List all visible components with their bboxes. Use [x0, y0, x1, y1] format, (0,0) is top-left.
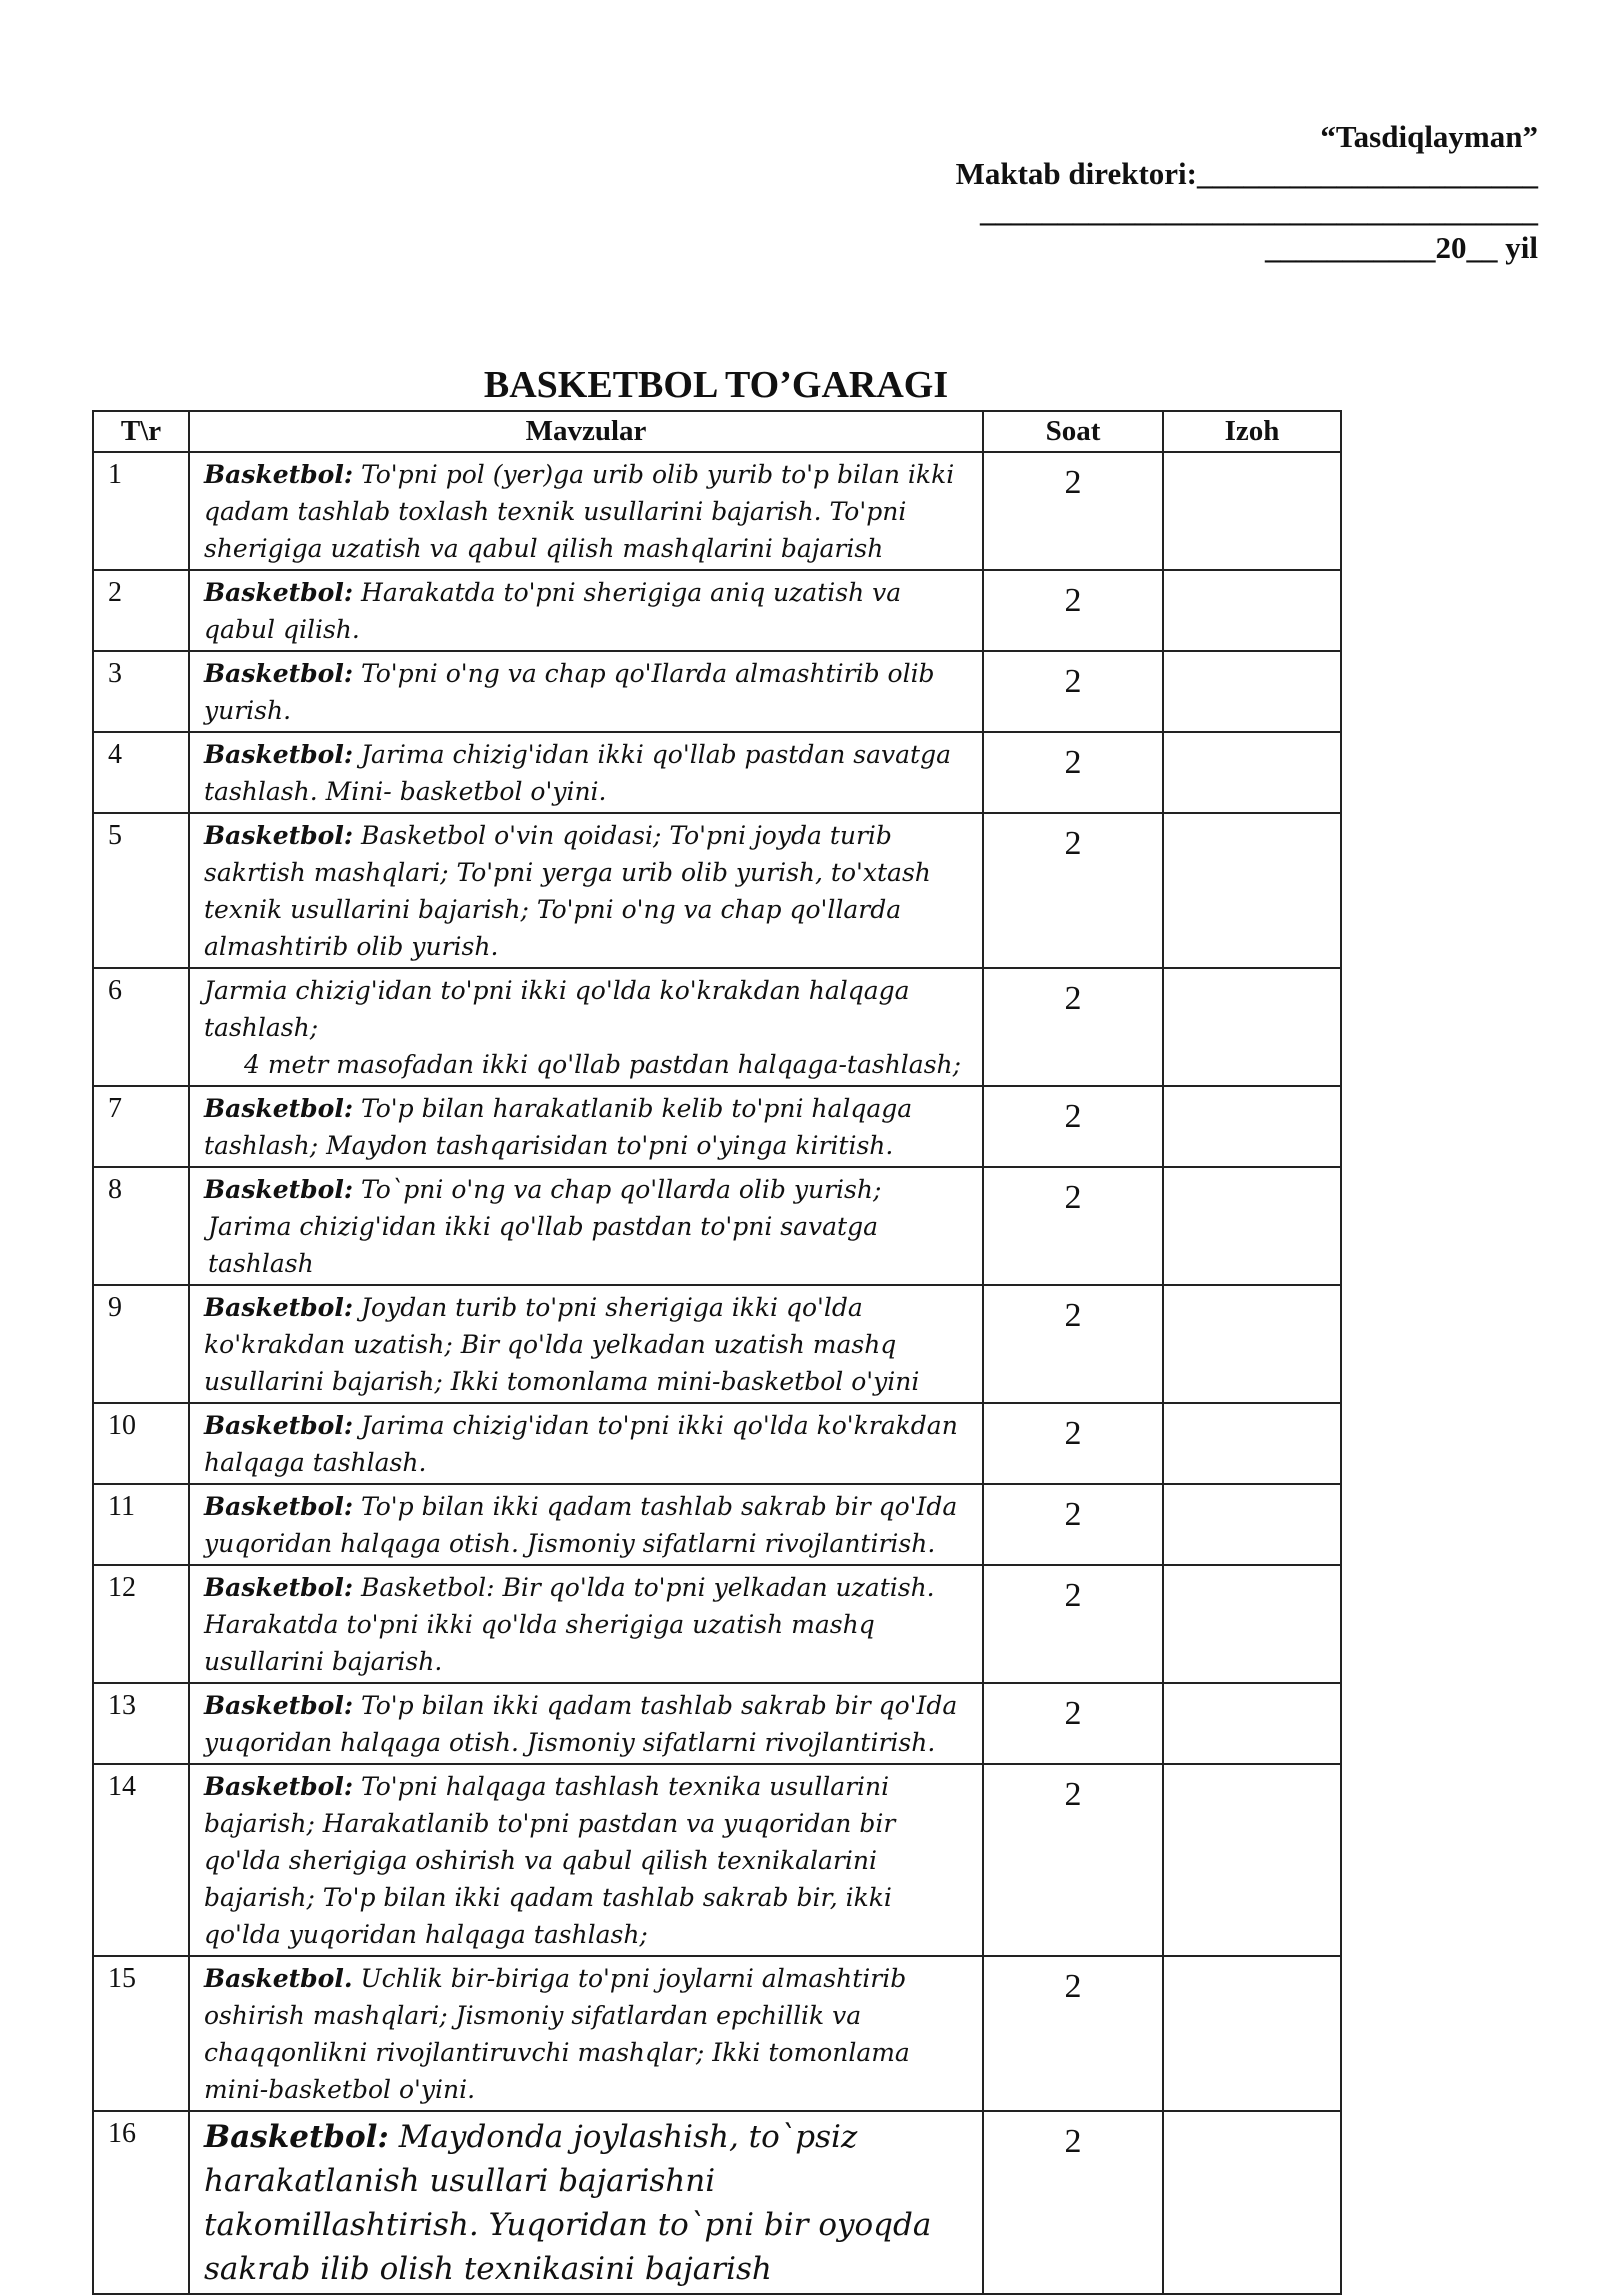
topic-prefix: Basketbol: — [204, 740, 354, 769]
topic-prefix: Basketbol: — [204, 659, 354, 688]
topic-text: Uchlik bir-biriga to'pni joylarni almashtirib oshirish mashqlari; Jismoniy sifatlardan epchillik va chaqqonlikni rivojlantiruvchi mashqlar; Ikki tomonlama mini-basketbol o'yini. — [204, 1964, 910, 2104]
row-hours: 2 — [983, 570, 1163, 651]
row-hours: 2 — [983, 1565, 1163, 1683]
lesson-plan-table — [92, 410, 1342, 2295]
page-title: BASKETBOL TO’GARAGI — [483, 364, 949, 406]
topic-text: To'pni pol (yer)ga urib olib yurib to'p bilan ikki qadam tashlab toxlash texnik usullarini bajarish. To'pni sherigiga uzatish va qabul qilish mashqlarini bajarish — [204, 460, 955, 563]
row-note — [1163, 651, 1341, 732]
director-label: Maktab direktori: — [955, 156, 1197, 191]
row-hours: 2 — [983, 1956, 1163, 2111]
table-row — [93, 732, 1341, 813]
topic-text: To'p bilan harakatlanib kelib to'pni halqaga tashlash; Maydon tashqarisidan to'pni o'yinga kiritish. — [204, 1094, 913, 1160]
topic-prefix: Basketbol: — [204, 1772, 354, 1801]
table-body — [93, 452, 1341, 2294]
row-number: 13 — [93, 1683, 189, 1764]
director-signature-blank: ______________________ — [1197, 156, 1538, 191]
topic-prefix: Basketbol: — [204, 1293, 354, 1322]
row-number: 8 — [93, 1167, 189, 1285]
date-line — [956, 229, 1538, 266]
director-line — [956, 155, 1538, 192]
table-row — [93, 1167, 1341, 1285]
row-topic — [189, 651, 983, 732]
row-note — [1163, 1403, 1341, 1484]
topic-text: To'pni halqaga tashlash texnika usullarini bajarish; Harakatlanib to'pni pastdan va yuqoridan bir qo'lda sherigiga oshirish va qabul qilish texnikalarini bajarish; To'p bilan ikki qadam tashlab sakrab bir, ikki qo'lda yuqoridan halqaga tashlash; — [204, 1772, 896, 1949]
row-hours: 2 — [983, 1484, 1163, 1565]
topic-text: Basketbol o'vin qoidasi; To'pni joyda turib sakrtish mashqlari; To'pni yerga urib olib yurish, to'xtash texnik usullarini bajarish; To'pni o'ng va chap qo'llarda almashtirib olib yurish. — [204, 821, 931, 961]
row-note — [1163, 570, 1341, 651]
topic-prefix: Basketbol: — [204, 578, 354, 607]
row-number: 15 — [93, 1956, 189, 2111]
topic-prefix: Basketbol: — [204, 1691, 354, 1720]
row-topic — [189, 2111, 983, 2294]
table-row — [93, 570, 1341, 651]
row-note — [1163, 1484, 1341, 1565]
table-row — [93, 651, 1341, 732]
row-number: 12 — [93, 1565, 189, 1683]
table-row — [93, 1956, 1341, 2111]
row-note — [1163, 968, 1341, 1086]
topic-text: Joydan turib to'pni sherigiga ikki qo'lda ko'krakdan uzatish; Bir qo'lda yelkadan uzatish mashq usullarini bajarish; Ikki tomonlama mini-basketbol o'yini — [204, 1293, 920, 1396]
topic-prefix: Basketbol: — [204, 1411, 354, 1440]
header-topics: Mavzular — [189, 411, 983, 452]
topic-text: Jarima chizig'idan ikki qo'llab pastdan savatga tashlash. Mini- basketbol o'yini. — [204, 740, 952, 806]
row-number: 2 — [93, 570, 189, 651]
topic-prefix: Basketbol: — [204, 821, 354, 850]
row-number: 14 — [93, 1764, 189, 1956]
topic-text: To'p bilan ikki qadam tashlab sakrab bir qo'Ida yuqoridan halqaga otish. Jismoniy sifatlarni rivojlantirish. — [204, 1691, 958, 1757]
table-row — [93, 452, 1341, 570]
row-number: 4 — [93, 732, 189, 813]
topic-text-continued: 4 metr masofadan ikki qo'llab pastdan halqaga-tashlash; — [244, 1050, 962, 1079]
table-header-row — [93, 411, 1341, 452]
date-blank: ___________ — [1265, 230, 1436, 265]
table-row — [93, 1764, 1341, 1956]
table-row — [93, 968, 1341, 1086]
row-number: 11 — [93, 1484, 189, 1565]
table-row — [93, 1285, 1341, 1403]
row-note — [1163, 1683, 1341, 1764]
row-topic — [189, 452, 983, 570]
topic-prefix: Basketbol: — [204, 2119, 389, 2155]
date-suffix: yil — [1505, 230, 1538, 265]
topic-prefix: Basketbol: — [204, 460, 354, 489]
row-topic — [189, 1285, 983, 1403]
approval-block — [956, 118, 1538, 266]
topic-text: Jarmia chizig'idan to'pni ikki qo'lda ko'krakdan halqaga tashlash; — [204, 976, 910, 1042]
row-note — [1163, 1565, 1341, 1683]
row-hours: 2 — [983, 1285, 1163, 1403]
row-number: 9 — [93, 1285, 189, 1403]
row-note — [1163, 1086, 1341, 1167]
name-blank: ____________________________________ — [980, 193, 1538, 228]
row-note — [1163, 813, 1341, 968]
row-note — [1163, 732, 1341, 813]
approval-heading: “Tasdiqlayman” — [1320, 119, 1538, 154]
row-hours: 2 — [983, 2111, 1163, 2294]
row-note — [1163, 1167, 1341, 1285]
row-hours: 2 — [983, 968, 1163, 1086]
row-topic — [189, 1403, 983, 1484]
table-row — [93, 813, 1341, 968]
row-hours: 2 — [983, 1403, 1163, 1484]
row-topic — [189, 968, 983, 1086]
row-topic — [189, 1683, 983, 1764]
row-topic — [189, 1565, 983, 1683]
topic-text: Jarima chizig'idan to'pni ikki qo'lda ko'krakdan halqaga tashlash. — [204, 1411, 958, 1477]
row-number: 5 — [93, 813, 189, 968]
table-row — [93, 1403, 1341, 1484]
row-note — [1163, 1764, 1341, 1956]
row-hours: 2 — [983, 651, 1163, 732]
topic-prefix: Basketbol: — [204, 1175, 354, 1204]
topic-text: To'pni o'ng va chap qo'Ilarda almashtirib olib yurish. — [204, 659, 935, 725]
table-row — [93, 1086, 1341, 1167]
topic-prefix: Basketbol: — [204, 1573, 354, 1602]
row-number: 1 — [93, 452, 189, 570]
topic-prefix: Basketbol: — [204, 1492, 354, 1521]
topic-prefix: Basketbol. — [204, 1964, 353, 1993]
row-hours: 2 — [983, 1086, 1163, 1167]
row-number: 7 — [93, 1086, 189, 1167]
row-note — [1163, 1956, 1341, 2111]
row-topic — [189, 1956, 983, 2111]
row-topic — [189, 1086, 983, 1167]
topic-text: To'p bilan ikki qadam tashlab sakrab bir qo'Ida yuqoridan halqaga otish. Jismoniy sifatlarni rivojlantirish. — [204, 1492, 958, 1558]
row-hours: 2 — [983, 1764, 1163, 1956]
row-hours: 2 — [983, 452, 1163, 570]
row-hours: 2 — [983, 1167, 1163, 1285]
row-topic — [189, 813, 983, 968]
table-row — [93, 1484, 1341, 1565]
table-row — [93, 1683, 1341, 1764]
topic-text-continued: Jarima chizig'idan ikki qo'llab pastdan to'pni savatga tashlash — [208, 1212, 879, 1278]
row-number: 16 — [93, 2111, 189, 2294]
row-number: 3 — [93, 651, 189, 732]
table-row — [93, 1565, 1341, 1683]
row-topic — [189, 732, 983, 813]
topic-text: Basketbol: Bir qo'lda to'pni yelkadan uzatish. Harakatda to'pni ikki qo'lda sherigiga uzatish mashq usullarini bajarish. — [204, 1573, 935, 1676]
header-hours: Soat — [983, 411, 1163, 452]
date-year-blank: __ — [1466, 230, 1498, 265]
topic-text: To`pni o'ng va chap qo'llarda olib yurish; — [361, 1175, 882, 1204]
row-number: 10 — [93, 1403, 189, 1484]
row-hours: 2 — [983, 813, 1163, 968]
row-note — [1163, 2111, 1341, 2294]
table-row — [93, 2111, 1341, 2294]
topic-prefix: Basketbol: — [204, 1094, 354, 1123]
header-number: T\r — [93, 411, 189, 452]
topic-text: Harakatda to'pni sherigiga aniq uzatish va qabul qilish. — [204, 578, 902, 644]
date-year: 20 — [1435, 230, 1467, 265]
row-topic — [189, 1167, 983, 1285]
row-topic — [189, 1484, 983, 1565]
row-note — [1163, 452, 1341, 570]
row-note — [1163, 1285, 1341, 1403]
row-hours: 2 — [983, 1683, 1163, 1764]
row-topic — [189, 1764, 983, 1956]
topic-text: Maydonda joylashish, to`psiz harakatlanish usullari bajarishni takomillashtirish. Yuqoridan to`pni bir oyoqda sakrab ilib olish texnikasini bajarish — [204, 2119, 932, 2287]
header-notes: Izoh — [1163, 411, 1341, 452]
row-hours: 2 — [983, 732, 1163, 813]
row-topic — [189, 570, 983, 651]
row-number: 6 — [93, 968, 189, 1086]
